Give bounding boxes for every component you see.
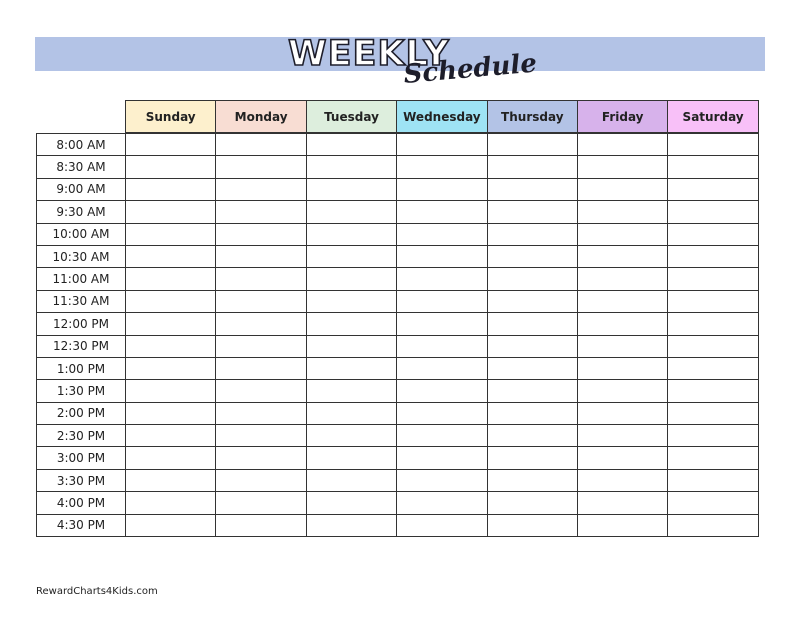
- time-label: 8:00 AM: [37, 134, 126, 156]
- schedule-cell[interactable]: [216, 469, 306, 491]
- schedule-cell[interactable]: [126, 268, 216, 290]
- schedule-cell[interactable]: [306, 134, 396, 156]
- schedule-cell[interactable]: [487, 357, 577, 379]
- time-label: 3:00 PM: [37, 447, 126, 469]
- day-header-friday: Friday: [577, 100, 668, 133]
- schedule-cell[interactable]: [126, 380, 216, 402]
- title-schedule: Schedule: [402, 48, 539, 90]
- schedule-cell[interactable]: [216, 447, 306, 469]
- schedule-cell[interactable]: [126, 447, 216, 469]
- schedule-cell[interactable]: [668, 402, 758, 424]
- schedule-cell[interactable]: [306, 335, 396, 357]
- time-label: 12:30 PM: [37, 335, 126, 357]
- schedule-cell[interactable]: [487, 335, 577, 357]
- day-header-sunday: Sunday: [125, 100, 216, 133]
- schedule-cell[interactable]: [397, 313, 487, 335]
- schedule-cell[interactable]: [668, 201, 758, 223]
- schedule-cell[interactable]: [577, 425, 667, 447]
- schedule-cell[interactable]: [577, 357, 667, 379]
- schedule-cell[interactable]: [306, 290, 396, 312]
- schedule-row: [37, 514, 759, 536]
- schedule-cell[interactable]: [216, 425, 306, 447]
- schedule-cell[interactable]: [306, 380, 396, 402]
- schedule-cell[interactable]: [487, 402, 577, 424]
- schedule-cell[interactable]: [577, 201, 667, 223]
- schedule-cell[interactable]: [668, 514, 758, 536]
- schedule-cell[interactable]: [306, 223, 396, 245]
- schedule-cell[interactable]: [577, 335, 667, 357]
- schedule-cell[interactable]: [126, 223, 216, 245]
- schedule-cell[interactable]: [487, 201, 577, 223]
- schedule-cell[interactable]: [216, 514, 306, 536]
- schedule-cell[interactable]: [668, 380, 758, 402]
- schedule-cell[interactable]: [126, 492, 216, 514]
- schedule-row: [37, 380, 759, 402]
- time-label: 4:30 PM: [37, 514, 126, 536]
- time-label: 2:30 PM: [37, 425, 126, 447]
- footer-credit: RewardCharts4Kids.com: [36, 586, 158, 597]
- schedule-cell[interactable]: [577, 469, 667, 491]
- schedule-cell[interactable]: [126, 245, 216, 267]
- schedule-row: [37, 178, 759, 200]
- schedule-cell[interactable]: [668, 313, 758, 335]
- day-header-saturday: Saturday: [667, 100, 758, 133]
- schedule-cell[interactable]: [306, 469, 396, 491]
- schedule-cell[interactable]: [216, 313, 306, 335]
- schedule-cell[interactable]: [668, 134, 758, 156]
- time-label: 1:00 PM: [37, 357, 126, 379]
- schedule-cell[interactable]: [126, 402, 216, 424]
- schedule-cell[interactable]: [668, 492, 758, 514]
- schedule-cell[interactable]: [487, 514, 577, 536]
- schedule-cell[interactable]: [216, 492, 306, 514]
- schedule-cell[interactable]: [126, 156, 216, 178]
- schedule-cell[interactable]: [397, 357, 487, 379]
- schedule-cell[interactable]: [577, 268, 667, 290]
- schedule-cell[interactable]: [306, 447, 396, 469]
- schedule-cell[interactable]: [397, 134, 487, 156]
- schedule-cell[interactable]: [306, 514, 396, 536]
- schedule-cell[interactable]: [126, 514, 216, 536]
- schedule-cell[interactable]: [668, 245, 758, 267]
- schedule-cell[interactable]: [577, 223, 667, 245]
- schedule-cell[interactable]: [668, 178, 758, 200]
- time-label: 11:00 AM: [37, 268, 126, 290]
- schedule-cell[interactable]: [487, 268, 577, 290]
- schedule-cell[interactable]: [577, 447, 667, 469]
- schedule-cell[interactable]: [216, 156, 306, 178]
- schedule-cell[interactable]: [577, 402, 667, 424]
- schedule-row: [37, 156, 759, 178]
- schedule-cell[interactable]: [126, 469, 216, 491]
- time-label: 3:30 PM: [37, 469, 126, 491]
- schedule-cell[interactable]: [306, 402, 396, 424]
- schedule-cell[interactable]: [487, 380, 577, 402]
- schedule-cell[interactable]: [216, 201, 306, 223]
- time-label: 1:30 PM: [37, 380, 126, 402]
- schedule-cell[interactable]: [126, 201, 216, 223]
- schedule-cell[interactable]: [577, 156, 667, 178]
- schedule-cell[interactable]: [487, 425, 577, 447]
- schedule-cell[interactable]: [306, 201, 396, 223]
- schedule-cell[interactable]: [126, 313, 216, 335]
- schedule-cell[interactable]: [216, 290, 306, 312]
- schedule-cell[interactable]: [397, 290, 487, 312]
- schedule-cell[interactable]: [577, 313, 667, 335]
- schedule-cell[interactable]: [126, 178, 216, 200]
- schedule-cell[interactable]: [306, 156, 396, 178]
- schedule-cell[interactable]: [577, 492, 667, 514]
- schedule-cell[interactable]: [577, 514, 667, 536]
- schedule-cell[interactable]: [216, 357, 306, 379]
- schedule-cell[interactable]: [577, 134, 667, 156]
- schedule-cell[interactable]: [668, 268, 758, 290]
- schedule-cell[interactable]: [216, 268, 306, 290]
- schedule-row: [37, 201, 759, 223]
- schedule-cell[interactable]: [397, 223, 487, 245]
- schedule-cell[interactable]: [577, 245, 667, 267]
- time-label: 10:00 AM: [37, 223, 126, 245]
- title-weekly: WEEKLY: [288, 34, 450, 74]
- schedule-cell[interactable]: [397, 380, 487, 402]
- schedule-cell[interactable]: [216, 380, 306, 402]
- schedule-cell[interactable]: [397, 156, 487, 178]
- schedule-cell[interactable]: [126, 134, 216, 156]
- schedule-cell[interactable]: [487, 156, 577, 178]
- schedule-row: [37, 492, 759, 514]
- schedule-cell[interactable]: [306, 178, 396, 200]
- schedule-cell[interactable]: [397, 268, 487, 290]
- schedule-cell[interactable]: [397, 425, 487, 447]
- schedule-row: [37, 313, 759, 335]
- schedule-cell[interactable]: [577, 178, 667, 200]
- day-header-monday: Monday: [215, 100, 306, 133]
- schedule-row: [37, 402, 759, 424]
- schedule-cell[interactable]: [668, 290, 758, 312]
- schedule-cell[interactable]: [487, 313, 577, 335]
- schedule-cell[interactable]: [668, 425, 758, 447]
- schedule-cell[interactable]: [397, 201, 487, 223]
- schedule-cell[interactable]: [577, 290, 667, 312]
- schedule-cell[interactable]: [487, 469, 577, 491]
- day-header-thursday: Thursday: [487, 100, 578, 133]
- schedule-cell[interactable]: [397, 335, 487, 357]
- schedule-cell[interactable]: [126, 335, 216, 357]
- schedule-cell[interactable]: [306, 425, 396, 447]
- schedule-cell[interactable]: [487, 447, 577, 469]
- schedule-cell[interactable]: [397, 447, 487, 469]
- schedule-row: [37, 469, 759, 491]
- schedule-cell[interactable]: [487, 492, 577, 514]
- schedule-cell[interactable]: [668, 357, 758, 379]
- time-label: 2:00 PM: [37, 402, 126, 424]
- schedule-row: [37, 357, 759, 379]
- schedule-row: [37, 335, 759, 357]
- time-label: 11:30 AM: [37, 290, 126, 312]
- schedule-cell[interactable]: [668, 223, 758, 245]
- schedule-cell[interactable]: [487, 178, 577, 200]
- time-label: 10:30 AM: [37, 245, 126, 267]
- schedule-cell[interactable]: [306, 268, 396, 290]
- schedule-cell[interactable]: [306, 357, 396, 379]
- schedule-cell[interactable]: [577, 380, 667, 402]
- day-header-wednesday: Wednesday: [396, 100, 487, 133]
- schedule-cell[interactable]: [306, 492, 396, 514]
- schedule-cell[interactable]: [126, 425, 216, 447]
- schedule-cell[interactable]: [487, 223, 577, 245]
- schedule-cell[interactable]: [306, 313, 396, 335]
- schedule-row: [37, 425, 759, 447]
- schedule-row: [37, 245, 759, 267]
- schedule-cell[interactable]: [487, 134, 577, 156]
- time-label: 9:30 AM: [37, 201, 126, 223]
- day-header-tuesday: Tuesday: [306, 100, 397, 133]
- time-label: 4:00 PM: [37, 492, 126, 514]
- schedule-cell[interactable]: [668, 335, 758, 357]
- schedule-cell[interactable]: [397, 492, 487, 514]
- schedule-cell[interactable]: [668, 469, 758, 491]
- time-label: 8:30 AM: [37, 156, 126, 178]
- schedule-cell[interactable]: [306, 245, 396, 267]
- time-label: 12:00 PM: [37, 313, 126, 335]
- schedule-cell[interactable]: [216, 335, 306, 357]
- schedule-cell[interactable]: [216, 402, 306, 424]
- schedule-cell[interactable]: [668, 447, 758, 469]
- schedule-cell[interactable]: [397, 402, 487, 424]
- schedule-grid: [36, 133, 759, 537]
- schedule-row: [37, 223, 759, 245]
- schedule-cell[interactable]: [126, 290, 216, 312]
- schedule-cell[interactable]: [668, 156, 758, 178]
- schedule-cell[interactable]: [216, 245, 306, 267]
- schedule-cell[interactable]: [487, 290, 577, 312]
- schedule-row: [37, 134, 759, 156]
- schedule-cell[interactable]: [216, 134, 306, 156]
- schedule-row: [37, 268, 759, 290]
- schedule-cell[interactable]: [397, 178, 487, 200]
- schedule-cell[interactable]: [487, 245, 577, 267]
- schedule-cell[interactable]: [397, 245, 487, 267]
- schedule-cell[interactable]: [397, 469, 487, 491]
- schedule-cell[interactable]: [126, 357, 216, 379]
- schedule-cell[interactable]: [216, 178, 306, 200]
- schedule-cell[interactable]: [397, 514, 487, 536]
- schedule-cell[interactable]: [216, 223, 306, 245]
- schedule-row: [37, 290, 759, 312]
- time-label: 9:00 AM: [37, 178, 126, 200]
- schedule-row: [37, 447, 759, 469]
